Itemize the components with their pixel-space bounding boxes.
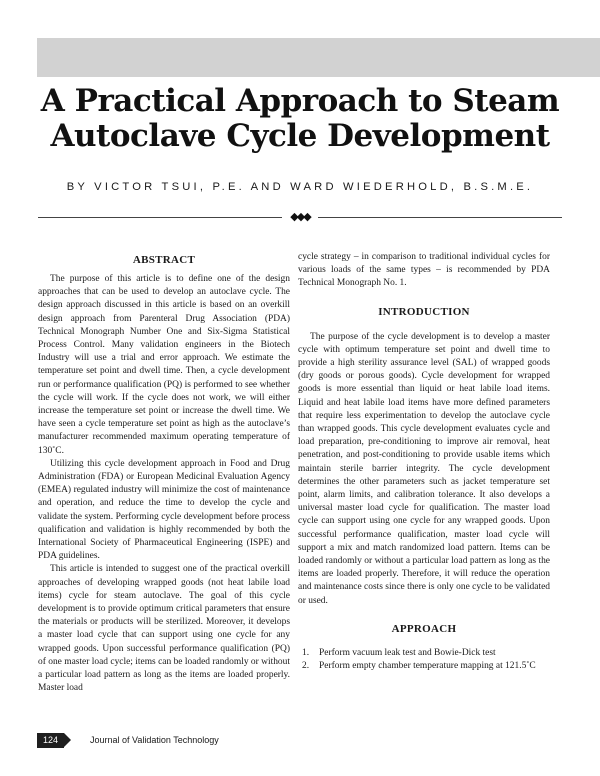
list-item-number: 1.: [302, 647, 310, 658]
author-byline: BY VICTOR TSUI, P.E. AND WARD WIEDERHOLD, B.S.M.E.: [66, 181, 534, 193]
abstract-heading: ABSTRACT: [132, 254, 196, 266]
page-number-tab: 124: [37, 733, 64, 748]
abstract-continuation: cycle strategy – in comparison to traditional individual cycles for various loads of the same types – is recommended by PDA Technical Monograph No. 1.: [298, 252, 550, 289]
abstract-paragraph: This article is intended to suggest one of the practical overkill approaches of developing wrapped goods (not heat labile load items) cycle for steam autoclave. The goal of this cycle development is to provide optimum critical parameters that ensure the materials or products will be sterilized. Moreover, it develops a master load cycle that can support using one cycle for any wrapped goods. Upon successful performance qualification (PQ) of one master load cycle; items can be loaded randomly or without a particular load pattern as long as the items are loaded properly. Master load: [38, 564, 290, 694]
list-item-text: Perform vacuum leak test and Bowie-Dick test: [319, 647, 496, 658]
list-item-text: Perform empty chamber temperature mapping at 121.5˚C: [319, 661, 536, 672]
article-title: [0, 84, 600, 154]
list-item: [302, 660, 550, 673]
title-line-2: Autoclave Cycle Development: [50, 118, 550, 154]
abstract-paragraph: The purpose of this article is to define one of the design approaches that can be used to develop an autoclave cycle. The design approach discussed in this article is based on an overkill design approach from Parenteral Drug Association (PDA) Technical Monograph Number One and Six-Sigma Statistical Process Control. Many validation engineers in the Biotech Industry will use a trial and error approach. We estimate the temperature set point and dwell time. Then, a cycle development run or performance qualification (PQ) is performed to see whether the cycle will work. If the cycle does not work, we will either increase the temperature set point or increase the dwell time. We have seen a cycle temperature set point as high as the autoclave’s manufacturer recommended maximum operating temperature of 130˚C.: [38, 274, 290, 456]
list-item: [302, 647, 550, 660]
list-item-number: 2.: [302, 661, 310, 672]
introduction-heading: INTRODUCTION: [378, 305, 470, 318]
approach-heading: APPROACH: [391, 622, 457, 635]
right-column: [298, 251, 550, 673]
introduction-paragraph: The purpose of the cycle development is to develop a master cycle with optimum temperature set point and dwell time to provide a high sterility assurance level (SAL) of wrapped goods (dry goods or porous goods). Cycle development for wrapped goods is more essential than liquid or heat labile load items. Liquid and heat labile load items have more defined parameters that require less experimentation to develop the autoclave cycle than wrapped goods. This cycle development evaluates cycle and load preparation, pre-conditioning to improve air removal, heat penetration, and post-conditioning to provide usable items which maintain sterile barrier integrity. The cycle development determines the other parameters such as jacket temperature set point, alarm limits, and calibration tolerance. It also develops a universal master load cycle for qualification. The master load cycle can support using one cycle for any wrapped goods. Upon successful performance qualification, master load cycle will support a mix and match randomized load pattern. Items can be loaded randomly or without a particular load pattern as long as the items are loaded properly. Therefore, it will reduce the operation and maintenance costs since there is only one cycle to be validated or used.: [298, 331, 550, 606]
abstract-paragraph: Utilizing this cycle development approach in Food and Drug Administration (FDA) or European Medicinal Evaluation Agency (EMEA) regulated industry will minimize the cost of maintenance and operation, and reduce the time to develop the cycle and validate the system. Performing cycle development before process qualification and validation is highly recommended by both the International Society of Pharmaceutical Engineering (ISPE) and PDA guidelines.: [38, 458, 290, 562]
header-banner: [37, 38, 600, 77]
approach-list: [298, 647, 550, 673]
left-column: [38, 253, 290, 696]
title-line-1: A Practical Approach to Steam: [40, 83, 560, 119]
journal-name: Journal of Validation Technology: [90, 735, 219, 745]
diamond-ornament-icon: ◆◆◆: [282, 208, 318, 226]
